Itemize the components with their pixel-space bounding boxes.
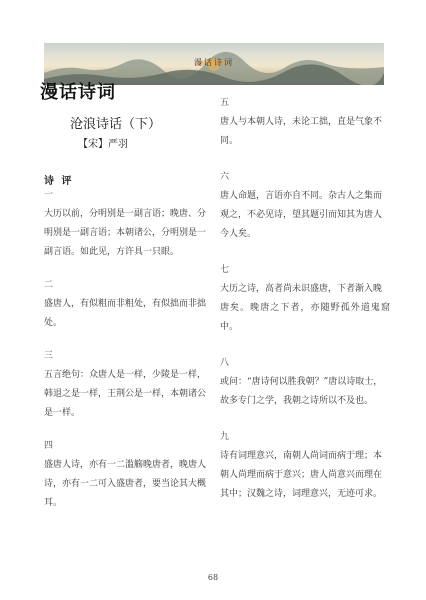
poem-comment-3 (44, 347, 214, 423)
banner-title: 漫话诗词 (194, 58, 234, 67)
comment-line: 诗，亦有一二可入盛唐者，要当论其大概 (44, 479, 207, 489)
section-heading: 诗 评 (44, 176, 74, 187)
page-number: 68 (207, 573, 219, 582)
poem-comment-8 (220, 354, 390, 411)
comment-line: 大历之诗，高者尚未识盛唐，下者渐入晚 (220, 284, 383, 294)
comment-line: 是一样。 (44, 408, 81, 418)
comment-line: 观之，不必见诗，望其题引而知其为唐人 (220, 210, 383, 220)
comment-number: 八 (220, 358, 230, 368)
poem-comment-5 (220, 94, 390, 151)
left-column (44, 186, 214, 513)
comment-number: 三 (44, 351, 54, 361)
comment-line: 朝人尚理而病于意兴；唐人尚意兴而理在 (220, 470, 383, 480)
comment-line: 耳。 (44, 498, 63, 508)
comment-line: 或问：“唐诗何以胜我朝？”唐以诗取士， (220, 377, 383, 387)
comment-line: 明别是一副言语；本朝诸公，分明别是一 (44, 228, 207, 238)
comment-line: 唐矣。晚唐之下者，亦随野孤外道鬼窟中。 (220, 303, 390, 332)
comment-line: 副言语。如此见，方许具一只眼。 (44, 247, 180, 257)
comment-line: 故多专门之学，我朝之诗所以不及也。 (220, 396, 374, 406)
comment-line: 五言绝句：众唐人是一样，少陵是一样， (44, 370, 207, 380)
poem-comment-9 (220, 428, 390, 504)
poem-comment-2 (44, 276, 214, 333)
comment-line: 处。 (44, 318, 63, 328)
column-brand: 漫话诗词 (40, 82, 116, 103)
comment-number: 四 (44, 441, 54, 451)
comment-line: 唐人命题，言语亦自不同。杂古人之集而 (220, 191, 383, 201)
comment-line: 其中；汉魏之诗，词理意兴，无迹可求。 (220, 489, 383, 499)
comment-line: 唐人与本朝人诗，未论工拙，直是气象不 (220, 117, 383, 127)
comment-line: 同。 (220, 136, 239, 146)
comment-number: 一 (44, 190, 54, 200)
comment-line: 韩退之是一样，王荆公是一样，本朝诸公 (44, 389, 207, 399)
comment-number: 二 (44, 280, 54, 290)
comment-line: 盛唐人，有似粗而非粗处，有似拙而非拙 (44, 299, 207, 309)
comment-line: 盛唐人诗，亦有一二滥觞晚唐者，晚唐人 (44, 460, 207, 470)
comment-number: 五 (220, 98, 230, 108)
article-author: 【宋】严羽 (78, 139, 128, 150)
comment-line: 大历以前，分明别是一副言语；晚唐、分 (44, 209, 207, 219)
comment-number: 六 (220, 172, 230, 182)
poem-comment-1 (44, 186, 214, 262)
comment-number: 九 (220, 432, 230, 442)
poem-comment-4 (44, 437, 214, 513)
poem-comment-7 (220, 261, 390, 337)
article-title: 沧浪诗话（下） (70, 117, 162, 132)
right-column (220, 94, 390, 504)
comment-number: 七 (220, 265, 230, 275)
poem-comment-6 (220, 168, 390, 244)
comment-line: 今人矣。 (220, 229, 257, 239)
comment-line: 诗有词理意兴，南朝人尚词而病于理；本 (220, 451, 383, 461)
